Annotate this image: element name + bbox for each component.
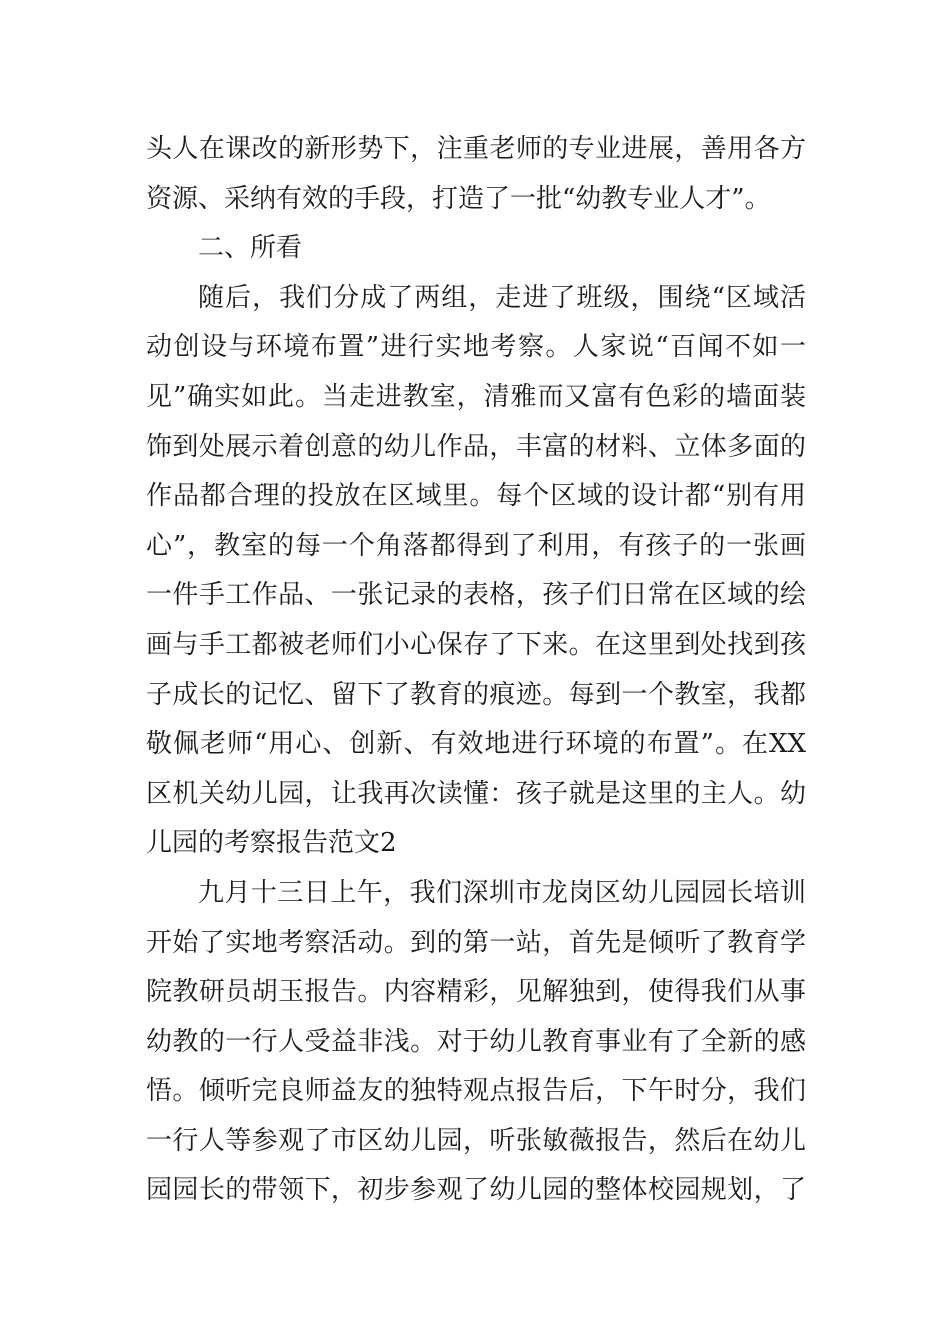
text-line: 随后，我们分成了两组，走进了班级，围绕“区域活 xyxy=(198,282,806,313)
text-line: 开始了实地考察活动。到的第一站，首先是倾听了教育学 xyxy=(146,927,806,958)
text-line: 见”确实如此。当走进教室，清雅而又富有色彩的墙面装 xyxy=(146,381,806,412)
section-heading: 二、所看 xyxy=(198,233,303,264)
text-line: 子成长的记忆、留下了教育的痕迹。每到一个教室，我都 xyxy=(146,679,806,710)
text-line: 幼教的一行人受益非浅。对于幼儿教育事业有了全新的感 xyxy=(146,1026,806,1057)
body-text xyxy=(146,125,806,1216)
text-line: 一行人等参观了市区幼儿园，听张敏薇报告，然后在幼儿 xyxy=(146,1125,806,1156)
text-line: 区机关幼儿园，让我再次读懂：孩子就是这里的主人。幼 xyxy=(146,778,806,809)
text-line: 一件手工作品、一张记录的表格，孩子们日常在区域的绘 xyxy=(146,580,806,611)
text-line: 儿园的考察报告范文2 xyxy=(146,828,397,859)
text-line: 动创设与环境布置”进行实地考察。人家说“百闻不如一 xyxy=(146,332,806,363)
text-line: 画与手工都被老师们小心保存了下来。在这里到处找到孩 xyxy=(146,629,806,660)
text-line: 院教研员胡玉报告。内容精彩，见解独到，使得我们从事 xyxy=(146,977,806,1008)
text-line: 作品都合理的投放在区域里。每个区域的设计都“别有用 xyxy=(146,481,806,512)
text-line: 悟。倾听完良师益友的独特观点报告后，下午时分，我们 xyxy=(146,1076,806,1107)
text-line: 饰到处展示着创意的幼儿作品，丰富的材料、立体多面的 xyxy=(146,431,806,462)
text-line: 头人在课改的新形势下，注重老师的专业进展，善用各方 xyxy=(146,134,806,164)
text-line: 资源、采纳有效的手段，打造了一批“幼教专业人才”。 xyxy=(146,183,771,214)
text-line: 敬佩老师“用心、创新、有效地进行环境的布置”。在XX xyxy=(146,729,806,760)
text-line: 心”，教室的每一个角落都得到了利用，有孩子的一张画 xyxy=(146,530,806,561)
text-line: 园园长的带领下，初步参观了幼儿园的整体校园规划，了 xyxy=(146,1175,806,1206)
text-line: 九月十三日上午，我们深圳市龙岗区幼儿园园长培训 xyxy=(198,877,806,908)
